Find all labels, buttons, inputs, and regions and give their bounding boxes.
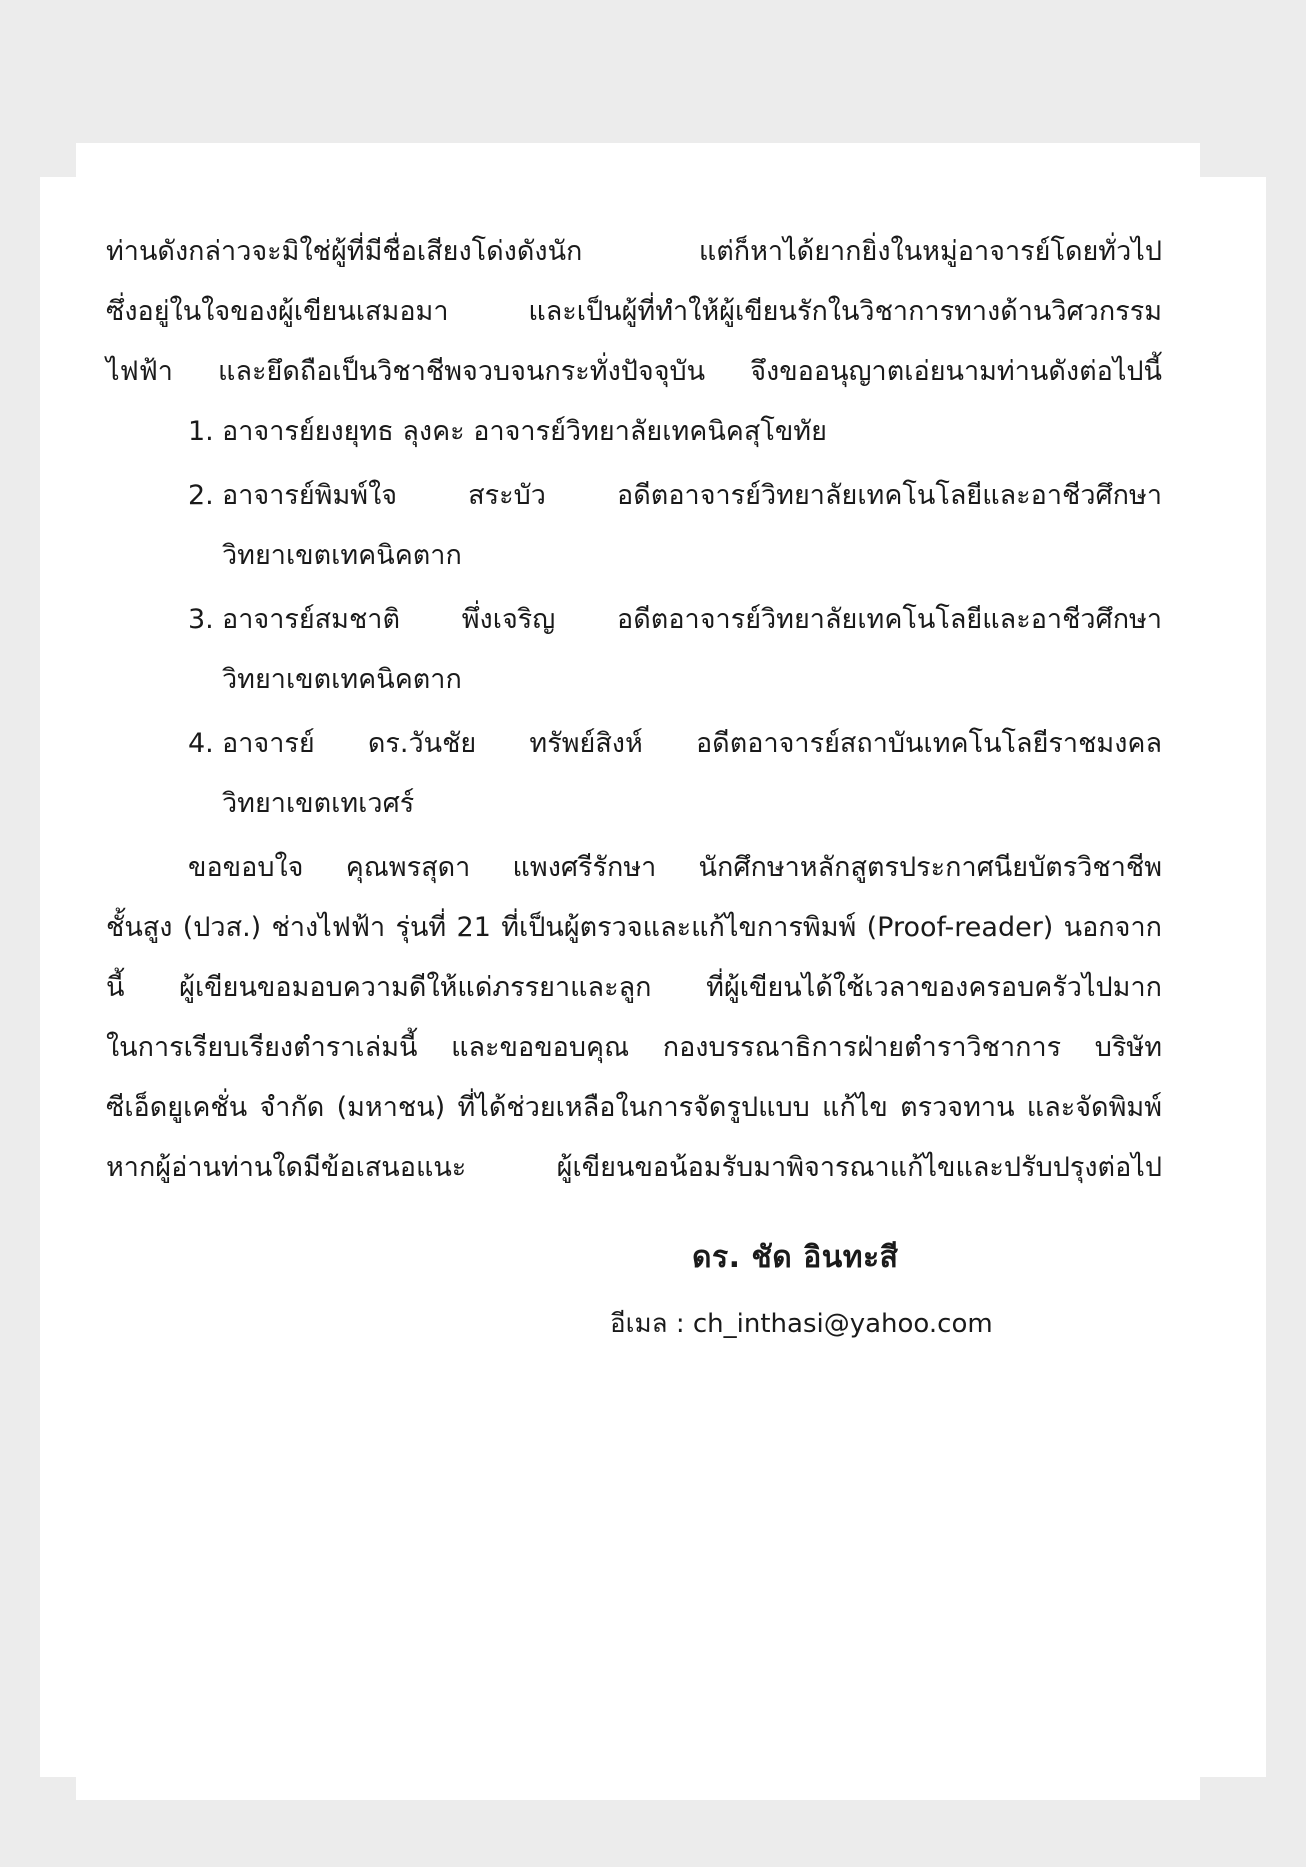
intro-line: ซึ่งอยู่ในใจของผู้เขียนเสมอมา และเป็นผู้ที่ทำให้ผู้เขียนรักในวิชาการทางด้านวิศวกรรม <box>106 296 1162 327</box>
list-text <box>222 466 1162 586</box>
list-number: 1. <box>188 416 214 447</box>
list-line: วิทยาเขตเทเวศร์ <box>222 788 415 819</box>
list-text <box>222 402 1162 462</box>
list-number: 4. <box>188 728 214 759</box>
list-text <box>222 590 1162 710</box>
email-label: อีเมล <box>610 1309 668 1339</box>
thanks-line: ซีเอ็ดยูเคชั่น จำกัด (มหาชน) ที่ได้ช่วยเหลือในการจัดรูปแบบ แก้ไข ตรวจทาน และจัดพิมพ์ <box>106 1092 1162 1123</box>
thanks-line: หากผู้อ่านท่านใดมีข้อเสนอแนะ ผู้เขียนขอน้อมรับมาพิจารณาแก้ไขและปรับปรุงต่อไป <box>106 1152 1162 1183</box>
list-line: อาจารย์ ดร.วันชัย ทรัพย์สิงห์ อดีตอาจารย์สถาบันเทคโนโลยีราชมงคล <box>222 728 1162 759</box>
thanks-line: ชั้นสูง (ปวส.) ช่างไฟฟ้า รุ่นที่ 21 ที่เป็นผู้ตรวจและแก้ไขการพิมพ์ (Proof-reader) นอกจาก <box>106 912 1162 943</box>
email-separator: : <box>667 1309 693 1339</box>
thanks-line: ขอขอบใจ คุณพรสุดา แพงศรีรักษา นักศึกษาหลักสูตรประกาศนียบัตรวิชาชีพ <box>188 852 1162 883</box>
list-item <box>106 714 1162 834</box>
list-line: วิทยาเขตเทคนิคตาก <box>222 540 462 571</box>
author-name: ดร. ชัด อินทะสี <box>692 1240 899 1275</box>
thanks-line: ในการเรียบเรียงตำราเล่มนี้ และขอขอบคุณ กองบรรณาธิการฝ่ายตำราวิชาการ บริษัท <box>106 1032 1162 1063</box>
email-address[interactable]: ch_inthasi@yahoo.com <box>692 1309 993 1339</box>
list-number: 3. <box>188 604 214 635</box>
thanks-line: นี้ ผู้เขียนขอมอบความดีให้แด่ภรรยาและลูก ที่ผู้เขียนได้ใช้เวลาของครอบครัวไปมาก <box>106 972 1162 1003</box>
list-item <box>106 402 1162 462</box>
intro-line: ไฟฟ้า และยึดถือเป็นวิชาชีพจวบจนกระทั่งปัจจุบัน จึงขออนุญาตเอ่ยนามท่านดังต่อไปนี้ <box>106 356 1162 387</box>
thanks-paragraph <box>106 838 1162 1198</box>
intro-line: ท่านดังกล่าวจะมิใช่ผู้ที่มีชื่อเสียงโด่งดังนัก แต่ก็หาได้ยากยิ่งในหมู่อาจารย์โดยทั่วไป <box>106 236 1162 267</box>
list-line: อาจารย์สมชาติ พึ่งเจริญ อดีตอาจารย์วิทยาลัยเทคโนโลยีและอาชีวศึกษา <box>222 604 1162 635</box>
list-number: 2. <box>188 480 214 511</box>
list-line: อาจารย์พิมพ์ใจ สระบัว อดีตอาจารย์วิทยาลัยเทคโนโลยีและอาชีวศึกษา <box>222 480 1162 511</box>
list-line: วิทยาเขตเทคนิคตาก <box>222 664 462 695</box>
list-item <box>106 466 1162 586</box>
list-text <box>222 714 1162 834</box>
teacher-list <box>106 402 1162 834</box>
author-email-line <box>610 1304 993 1344</box>
list-item <box>106 590 1162 710</box>
document-body <box>106 222 1162 1198</box>
intro-paragraph <box>106 222 1162 402</box>
list-line: อาจารย์ยงยุทธ ลุงคะ อาจารย์วิทยาลัยเทคนิคสุโขทัย <box>222 416 827 447</box>
page-paper-bottom <box>76 1770 1200 1800</box>
